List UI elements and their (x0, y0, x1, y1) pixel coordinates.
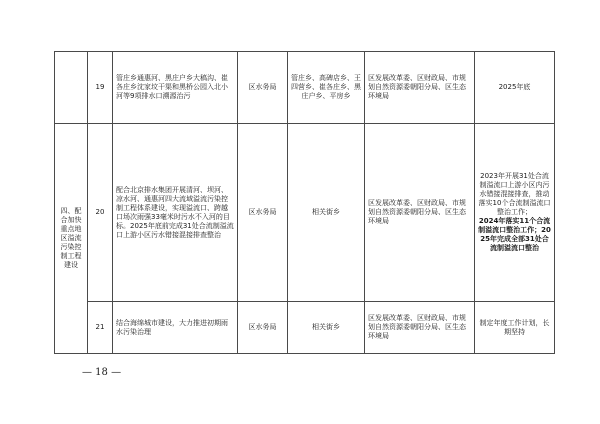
time-line: 制定年度工作计划，长期坚持 (479, 318, 550, 336)
table-row-20 (55, 124, 555, 302)
time-line: 2024年落实11个合流制溢流口整治工作；2025年完成全部31处合流制溢流口整治 (478, 217, 551, 252)
task-table (54, 51, 555, 354)
lead-unit: 区水务局 (238, 124, 288, 302)
page-number: — 18 — (82, 367, 122, 378)
category-cell (55, 52, 88, 124)
time-line: 2025年底 (498, 83, 531, 91)
lead-unit: 区水务局 (238, 302, 288, 354)
completion-time (475, 124, 555, 302)
lead-unit: 区水务局 (238, 52, 288, 124)
row-number: 19 (88, 52, 113, 124)
row-number: 20 (88, 124, 113, 302)
responsible-unit: 管庄乡、高碑店乡、王四营乡、崔各庄乡、黑庄户乡、平房乡 (288, 52, 365, 124)
task-content: 结合海绵城市建设，大力推进初期雨水污染治理 (113, 302, 238, 354)
task-content: 配合北京排水集团开展清河、坝河、凉水河、通惠河四大流域溢流污染控制工程体系建设，实现溢流口、跨越口场次雨强33毫米时污水不入河的目标。2025年底前完成31处合流制溢流口上游小区污水错接混接排查整治 (113, 124, 238, 302)
row-number: 21 (88, 302, 113, 354)
cooperating-units: 区发展改革委、区财政局、市规划自然资源委朝阳分局、区生态环境局 (365, 302, 475, 354)
task-content: 管庄乡通惠河、黑庄户乡大稿沟、崔各庄乡沈家坟干渠和黑桥公园入北小河等9项排水口溯源治污 (113, 52, 238, 124)
table-row-21 (55, 302, 555, 354)
completion-time (475, 302, 555, 354)
time-line: 2023年开展31处合流制溢流口上游小区内污水错接混接排查，推动落实10个合流制溢流口整治工作； (478, 172, 551, 216)
cooperating-units: 区发展改革委、区财政局、市规划自然资源委朝阳分局、区生态环境局 (365, 124, 475, 302)
responsible-unit: 相关街乡 (288, 124, 365, 302)
completion-time (475, 52, 555, 124)
responsible-unit: 相关街乡 (288, 302, 365, 354)
cooperating-units: 区发展改革委、区财政局、市规划自然资源委朝阳分局、区生态环境局 (365, 52, 475, 124)
table-row-19 (55, 52, 555, 124)
category-cell: 四、配合加快重点地区溢流污染控制工程建设 (55, 124, 88, 354)
